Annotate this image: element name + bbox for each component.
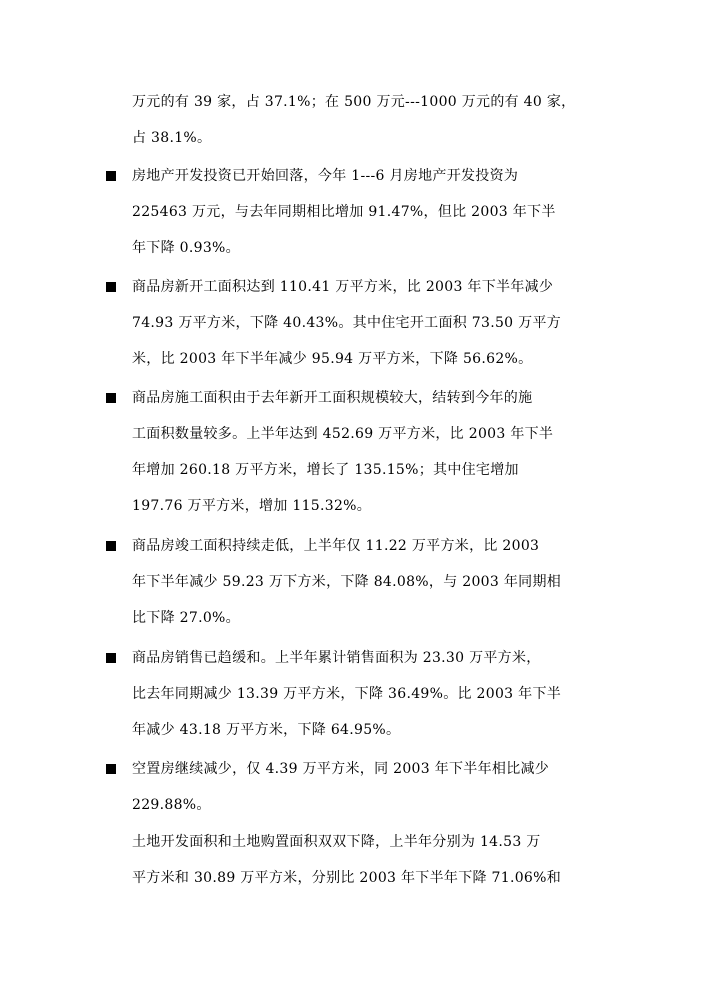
bullet-line: 年减少 43.18 万平方米，下降 64.95%。 [132, 722, 401, 738]
paragraph-line: 平方米和 30.89 万平方米，分别比 2003 年下半年下降 71.06%和 [132, 870, 562, 886]
bullet-line: 商品房新开工面积达到 110.41 万平方米，比 2003 年下半年减少 [132, 279, 554, 295]
bullet-line: 米，比 2003 年下半年减少 95.94 万平方米，下降 56.62%。 [132, 351, 533, 367]
bullet-line: 比去年同期减少 13.39 万平方米，下降 36.49%。比 2003 年下半 [132, 686, 562, 702]
bullet-line: 年下半年减少 59.23 万下方米，下降 84.08%，与 2003 年同期相 [132, 574, 562, 590]
bullet-square-icon [106, 541, 116, 551]
bullet-line: 年增加 260.18 万平方米，增长了 135.15%；其中住宅增加 [132, 462, 519, 478]
bullet-square-icon [106, 393, 116, 403]
paragraph-line: 土地开发面积和土地购置面积双双下降，上半年分别为 14.53 万 [132, 834, 541, 850]
bullet-line: 商品房竣工面积持续走低，上半年仅 11.22 万平方米，比 2003 [132, 538, 540, 554]
bullet-square-icon [106, 653, 116, 663]
bullet-line: 74.93 万平方米，下降 40.43%。其中住宅开工面积 73.50 万平方 [132, 315, 562, 331]
bullet-line: 比下降 27.0%。 [132, 610, 240, 626]
bullet-line: 房地产开发投资已开始回落，今年 1---6 月房地产开发投资为 [132, 168, 519, 184]
bullet-line: 229.88%。 [132, 797, 211, 813]
paragraph-line: 占 38.1%。 [132, 130, 212, 146]
bullet-square-icon [106, 282, 116, 292]
bullet-line: 225463 万元，与去年同期相比增加 91.47%，但比 2003 年下半 [132, 204, 556, 220]
bullet-square-icon [106, 171, 116, 181]
bullet-line: 商品房销售已趋缓和。上半年累计销售面积为 23.30 万平方米， [132, 650, 541, 666]
bullet-square-icon [106, 764, 116, 774]
bullet-line: 商品房施工面积由于去年新开工面积规模较大，结转到今年的施 [132, 390, 533, 406]
bullet-line: 工面积数量较多。上半年达到 452.69 万平方米，比 2003 年下半 [132, 426, 554, 442]
bullet-line: 空置房继续减少，仅 4.39 万平方米，同 2003 年下半年相比减少 [132, 761, 550, 777]
bullet-line: 年下降 0.93%。 [132, 240, 240, 256]
bullet-line: 197.76 万平方米，增加 115.32%。 [132, 498, 372, 514]
paragraph-line: 万元的有 39 家，占 37.1%；在 500 万元---1000 万元的有 40 家， [132, 94, 576, 110]
